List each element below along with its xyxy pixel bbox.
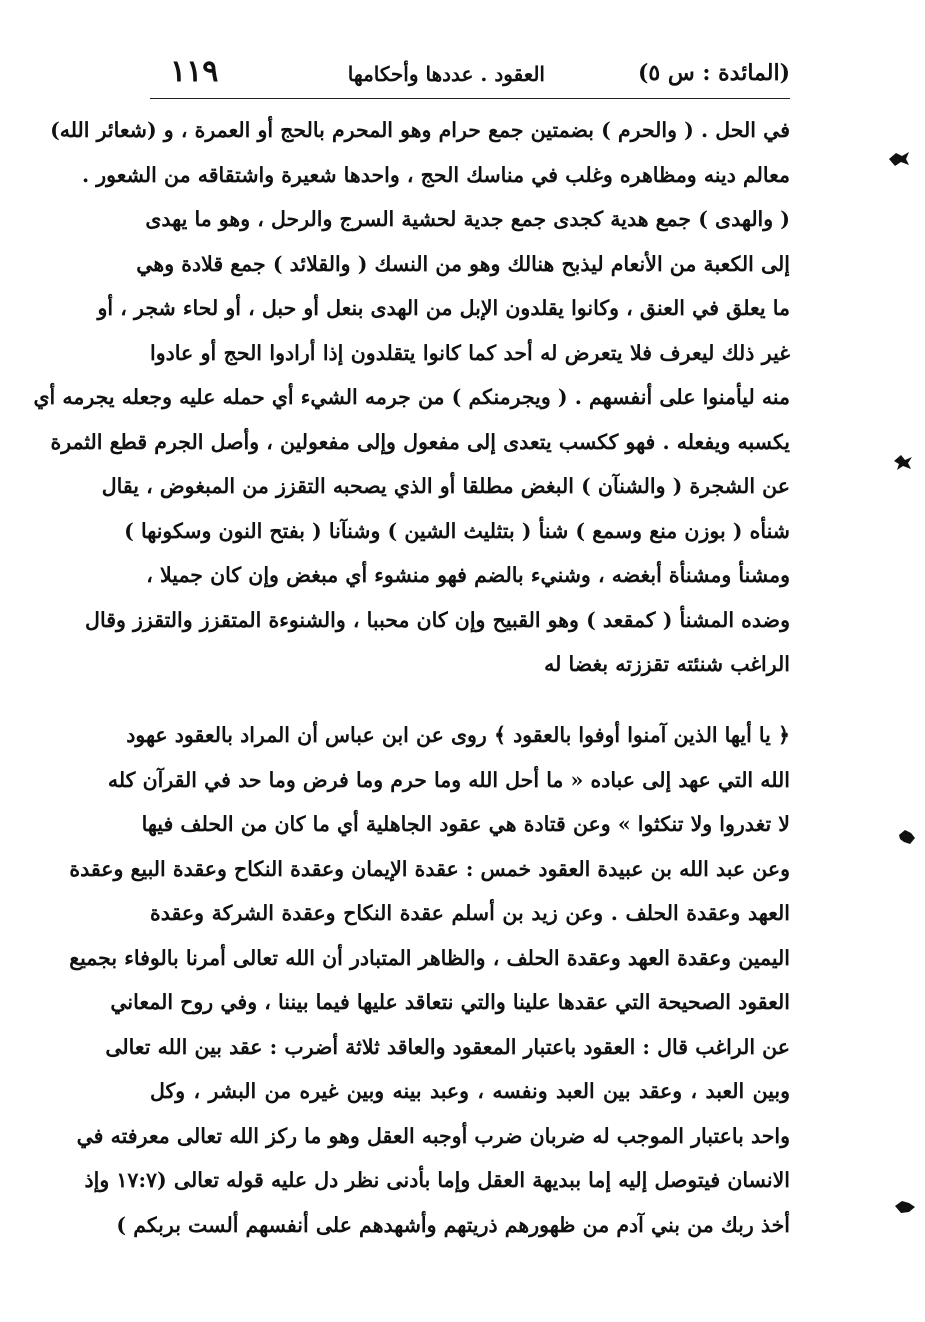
- text-line: ومشنأ ومشنأة أبغضه ، وشنيء بالضم فهو منشوء أي مبغض وإن كان جميلا ،: [146, 563, 790, 587]
- text-line: وبين العبد ، وعقد بين العبد ونفسه ، وعبد بينه وبين غيره من البشر ، وكل: [150, 1079, 790, 1103]
- surah-reference: (المائدة : س ٥): [637, 60, 790, 86]
- text-line: وضده المشنأ ( كمقعد ) وهو القبيح وإن كان محببا ، والشنوءة المتقزز والتقزز وقال: [85, 607, 790, 632]
- binding-hole-mark: [892, 453, 914, 471]
- text-line: ( والهدى ) جمع هدية كجدى جمع جدية لحشية السرج والرحل ، وهو ما يهدى: [145, 207, 790, 231]
- text-line: الله التي عهد إلى عباده « ما أحل الله وما حرم وما فرض وما حد في القرآن كله: [107, 767, 790, 792]
- text-line: يكسبه ويفعله . فهو ككسب يتعدى إلى مفعول وإلى مفعولين ، وأصل الجرم قطع الثمرة: [50, 429, 790, 454]
- text-line: الانسان فيتوصل إليه إما ببديهة العقل وإما بأدنى نظر دل عليه قوله تعالى (١٧:٧ وإذ: [84, 1168, 790, 1192]
- binding-hole-mark: [894, 1198, 916, 1216]
- text-line: العقود الصحيحة التي عقدها علينا والتي نتعاقد عليها فيما بيننا ، وفي روح المعاني: [110, 990, 790, 1014]
- text-line: ﴿ يا أيها الذين آمنوا أوفوا بالعقود ﴾ روى عن ابن عباس أن المراد بالعقود عهود: [126, 723, 790, 747]
- header-rule: [150, 98, 790, 99]
- text-line: الراغب شنئته تقززته بغضا له: [544, 652, 790, 676]
- binding-hole-mark: [896, 828, 918, 846]
- page-header: [150, 52, 790, 98]
- binding-hole-mark: [888, 150, 910, 168]
- text-line: اليمين وعقدة العهد وعقدة الحلف ، والظاهر المتبادر أن الله تعالى أمرنا بالوفاء بجميع: [69, 945, 790, 970]
- text-line: أخذ ربك من بني آدم من ظهورهم ذريتهم وأشهدهم على أنفسهم ألست بربكم ): [116, 1212, 790, 1237]
- page-number: ١١٩: [170, 54, 219, 89]
- text-line: عن الشجرة ( والشنآن ) البغض مطلقا أو الذي يصحبه التقزز من المبغوض ، يقال: [101, 474, 790, 498]
- text-line: شنأه ( بوزن منع وسمع ) شنأ ( بتثليث الشين ) وشنآنا ( بفتح النون وسكونها ): [124, 518, 790, 543]
- text-line: منه ليأمنوا على أنفسهم . ( ويجرمنكم ) من جرمه الشيء أي حمله عليه وجعله يجرمه أي: [33, 385, 790, 409]
- text-line: ما يعلق في العنق ، وكانوا يقلدون الإبل من الهدى بنعل أو حبل ، أو لحاء شجر ، أو: [97, 296, 790, 320]
- text-line: غير ذلك ليعرف فلا يتعرض له أحد كما كانوا يتقلدون إذا أرادوا الحج أو عادوا: [150, 340, 790, 365]
- text-line: في الحل . ( والحرم ) بضمتين جمع حرام وهو المحرم بالحج أو العمرة ، و (شعائر الله): [50, 118, 790, 142]
- text-line: واحد باعتبار الموجب له ضربان ضرب أوجبه العقل وهو ما ركز الله تعالى معرفته في: [76, 1123, 790, 1148]
- text-line: معالم دينه ومظاهره وغلب في مناسك الحج ، واحدها شعيرة واشتقاقه من الشعور .: [81, 162, 790, 187]
- paragraph-glossary: [33, 108, 790, 687]
- paragraph-commentary: [69, 713, 790, 1247]
- text-line: وعن عبد الله بن عبيدة العقود خمس : عقدة الإيمان وعقدة النكاح وعقدة البيع وعقدة: [69, 856, 790, 881]
- text-line: لا تغدروا ولا تنكثوا » وعن قتادة هي عقود الجاهلية أي ما كان من الحلف فيها: [141, 812, 790, 836]
- text-line: عن الراغب قال : العقود باعتبار المعقود والعاقد ثلاثة أضرب : عقد بين الله تعالى: [105, 1034, 790, 1059]
- text-line: إلى الكعبة من الأنعام ليذبح هنالك وهو من النسك ( والقلائد ) جمع قلادة وهي: [136, 251, 790, 276]
- text-line: العهد وعقدة الحلف . وعن زيد بن أسلم عقدة النكاح وعقدة الشركة وعقدة: [150, 901, 790, 925]
- running-title: العقود . عددها وأحكامها: [347, 62, 545, 86]
